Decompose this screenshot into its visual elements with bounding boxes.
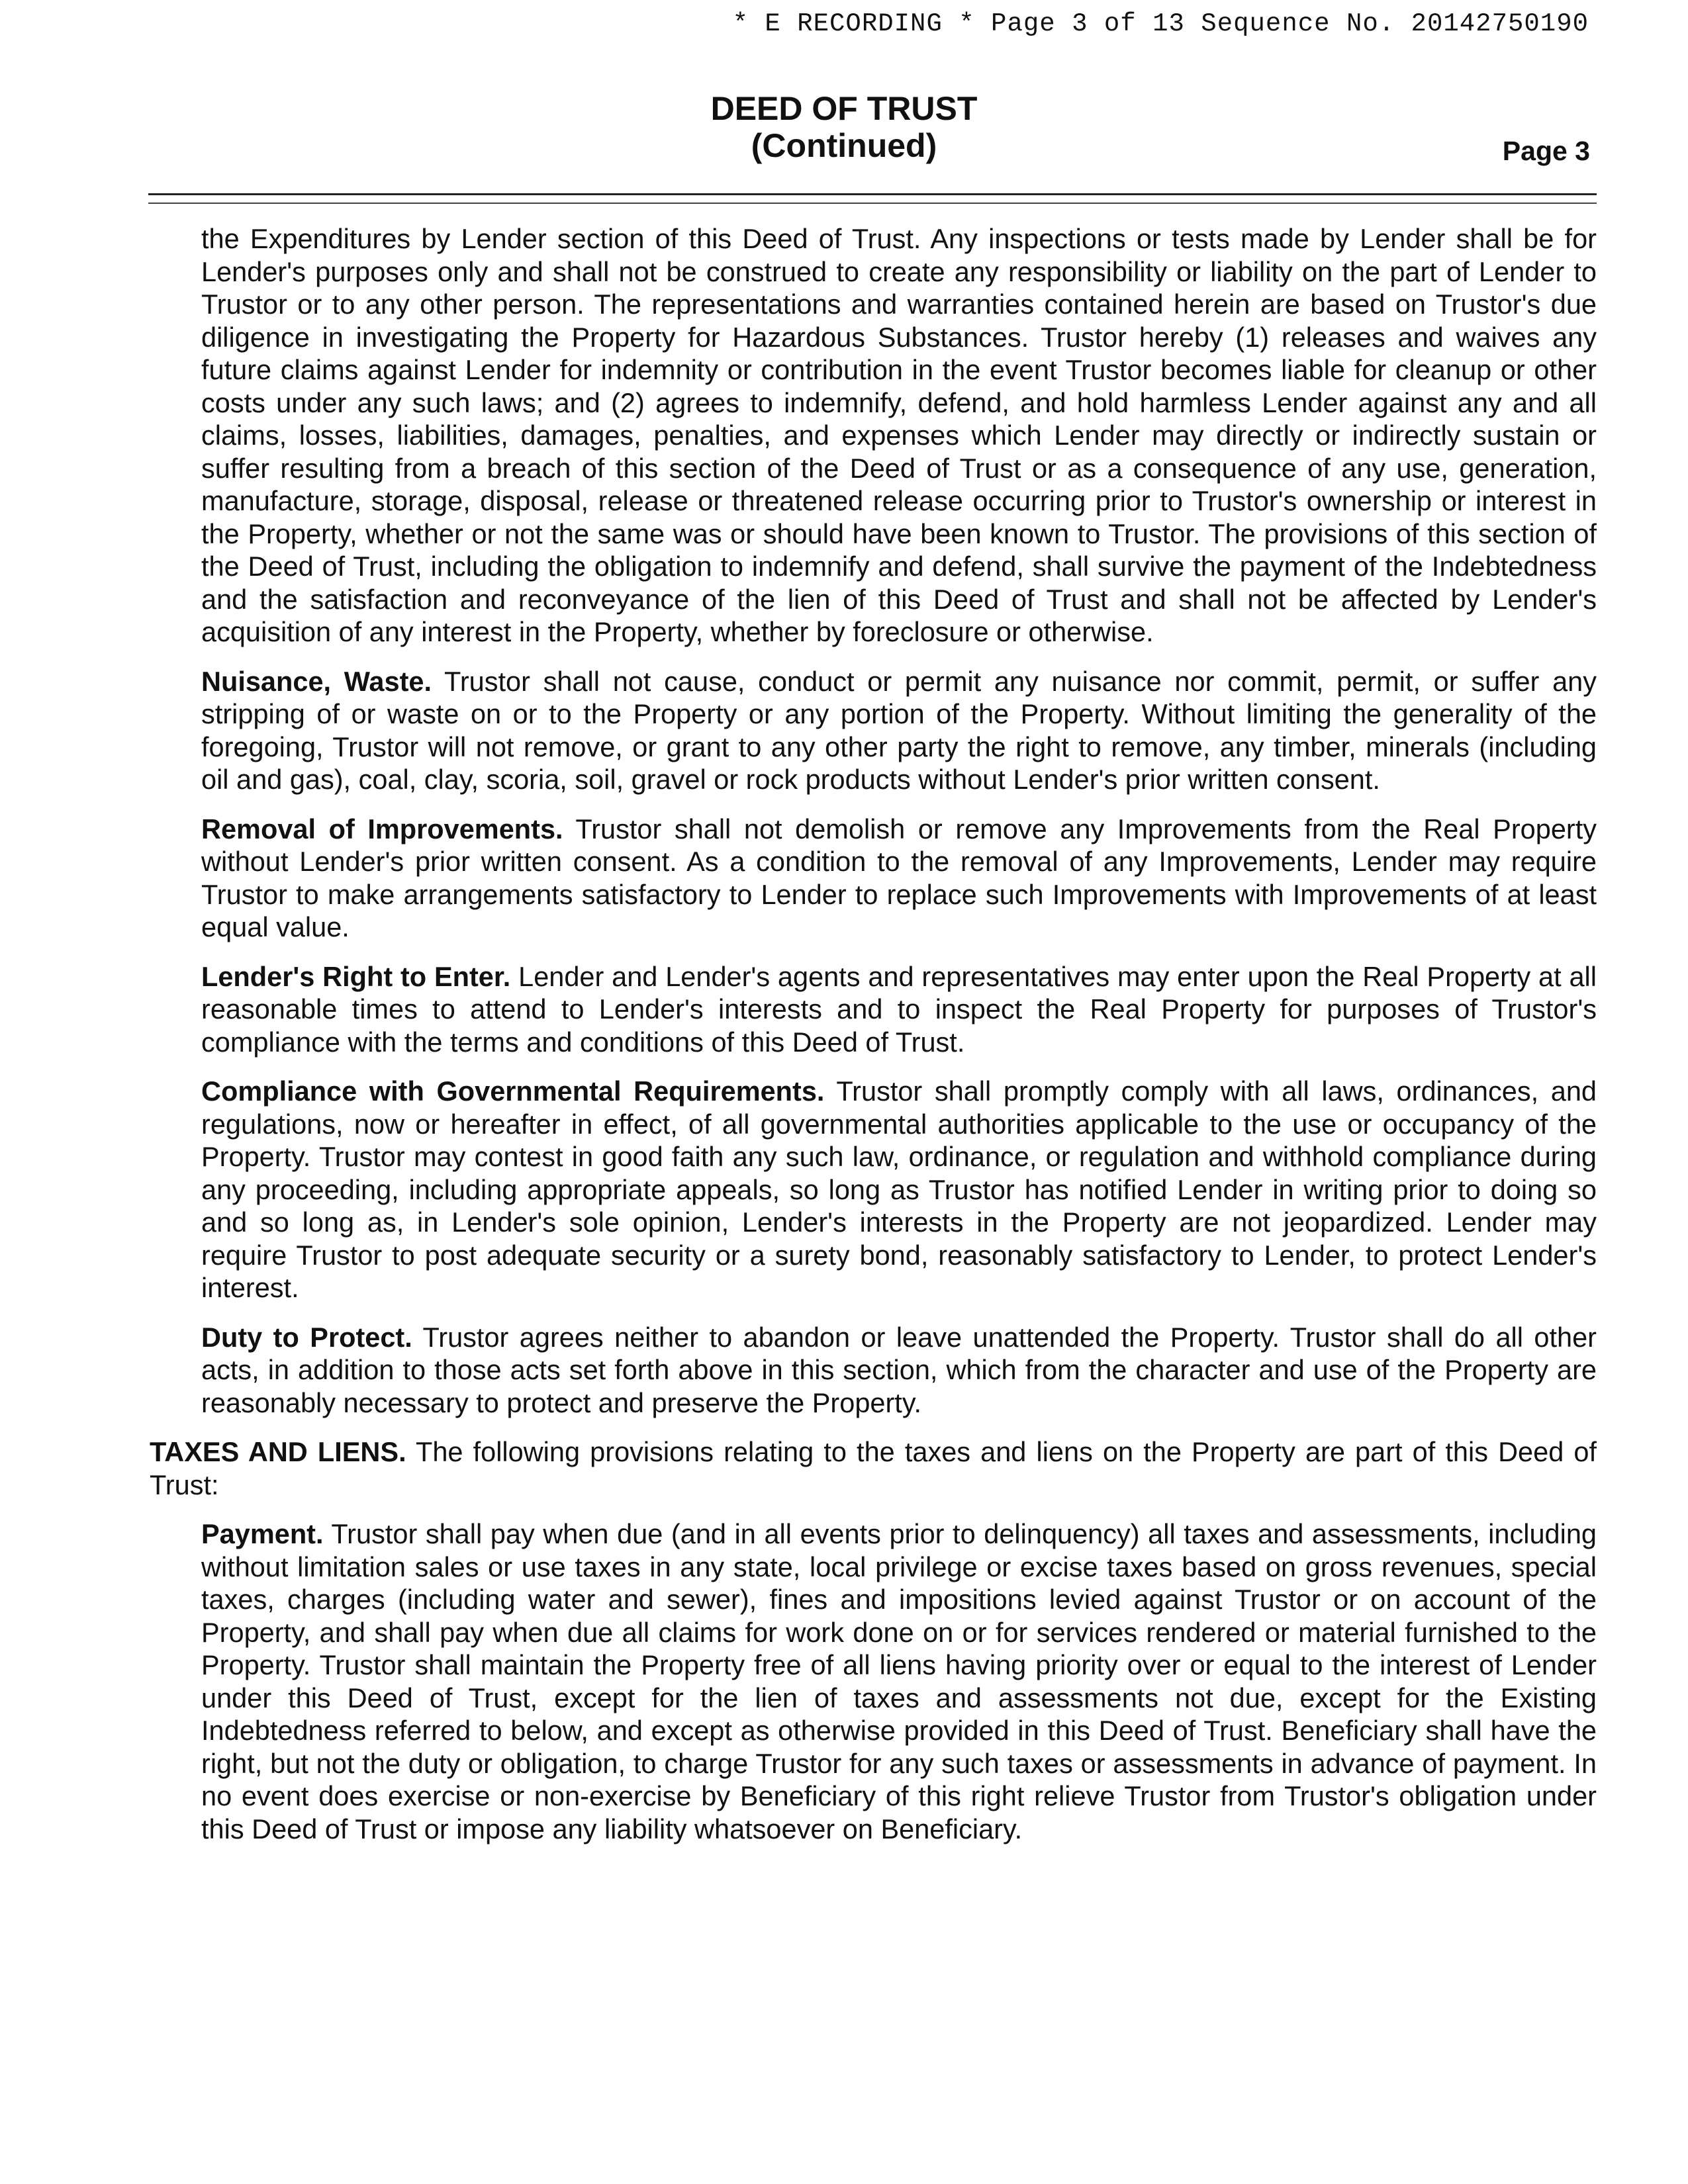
paragraph-removal-of-improvements — [201, 813, 1597, 944]
paragraph-heading: Payment. — [201, 1518, 324, 1549]
paragraph-compliance-governmental — [201, 1075, 1597, 1304]
recording-stamp: * E RECORDING * Page 3 of 13 Sequence No. 20142750190 — [732, 9, 1589, 38]
paragraph-lenders-right-to-enter — [201, 960, 1597, 1059]
paragraph-duty-to-protect — [201, 1321, 1597, 1420]
paragraph-heading: Removal of Improvements. — [201, 813, 563, 844]
title-line-continued: (Continued) — [751, 127, 937, 164]
paragraph-text: Trustor shall pay when due (and in all events prior to delinquency) all taxes and assessments, including without limitation sales or use taxes in any state, local privilege or excise taxes based on gross revenues, special taxes, charges (including water and sewer), fines and impositions levied against Trustor or on account of the Property, and shall pay when due all claims for work done on or for services rendered or material furnished to the Property. Trustor shall maintain the Property free of all liens having priority over or equal to the interest of Lender under this Deed of Trust, except for the lien of taxes and assessments not due, except for the Existing Indebtedness referred to below, and except as otherwise provided in this Deed of Trust. Beneficiary shall have the right, but not the duty or obligation, to charge Trustor for any such taxes or assessments in advance of payment. In no event does exercise or non-exercise by Beneficiary of this right relieve Trustor from Trustor's obligation under this Deed of Trust or impose any liability whatsoever on Beneficiary. — [201, 1518, 1597, 1844]
section-heading: TAXES AND LIENS. — [150, 1436, 406, 1467]
header-rule-bottom — [148, 203, 1597, 204]
paragraph-heading: Nuisance, Waste. — [201, 665, 432, 697]
paragraph-text: Trustor agrees neither to abandon or leave unattended the Property. Trustor shall do all other acts, in addition to those acts set forth above in this section, which from the character and use of the Property are reasonably necessary to protect and preserve the Property. — [201, 1321, 1597, 1418]
paragraph-heading: Lender's Right to Enter. — [201, 960, 511, 992]
paragraph-heading: Compliance with Governmental Requirements. — [201, 1075, 825, 1107]
paragraph-heading: Duty to Protect. — [201, 1321, 412, 1353]
paragraph-text: Trustor shall not demolish or remove any Improvements from the Real Property without Lender's prior written consent. As a condition to the removal of any Improvements, Lender may require Trustor to make arrangements satisfactory to Lender to replace such Improvements with Improvements of at least equal value. — [201, 813, 1597, 942]
document-title — [0, 90, 1688, 164]
paragraph-text: Lender and Lender's agents and representatives may enter upon the Real Property at all reasonable times to attend to Lender's interests and to inspect the Real Property for purposes of Trustor's compliance with the terms and conditions of this Deed of Trust. — [201, 960, 1597, 1058]
paragraph-nuisance-waste — [201, 665, 1597, 796]
document-body — [150, 222, 1597, 1862]
title-line-main: DEED OF TRUST — [710, 90, 978, 127]
paragraph-text: Trustor shall promptly comply with all laws, ordinances, and regulations, now or hereafter in effect, of all governmental authorities applicable to the use or occupancy of the Property. Trustor may contest in good faith any such law, ordinance, or regulation and withhold compliance during any proceeding, including appropriate appeals, so long as Trustor has notified Lender in writing prior to doing so and so long as, in Lender's sole opinion, Lender's interests in the Property are not jeopardized. Lender may require Trustor to post adequate security or a surety bond, reasonably satisfactory to Lender, to protect Lender's interest. — [201, 1075, 1597, 1303]
paragraph-text: The following provisions relating to the taxes and liens on the Property are part of this Deed of Trust: — [150, 1436, 1597, 1500]
paragraph-text: Trustor shall not cause, conduct or permit any nuisance nor commit, permit, or suffer any stripping of or waste on or to the Property or any portion of the Property. Without limiting the generality of the foregoing, Trustor will not remove, or grant to any other party the right to remove, any timber, minerals (including oil and gas), coal, clay, scoria, soil, gravel or rock products without Lender's prior written consent. — [201, 665, 1597, 795]
section-taxes-and-liens — [150, 1435, 1597, 1501]
page-number-label: Page 3 — [1502, 136, 1590, 166]
paragraph-payment — [201, 1518, 1597, 1845]
paragraph-hazardous-substances-continued — [201, 222, 1597, 649]
header-rule-top — [148, 193, 1597, 195]
paragraph-text: the Expenditures by Lender section of this Deed of Trust. Any inspections or tests made by Lender shall be for Lender's purposes only and shall not be construed to create any responsibility or liability on the part of Lender to Trustor or to any other person. The representations and warranties contained herein are based on Trustor's due diligence in investigating the Property for Hazardous Substances. Trustor hereby (1) releases and waives any future claims against Lender for indemnity or contribution in the event Trustor becomes liable for cleanup or other costs under any such laws; and (2) agrees to indemnify, defend, and hold harmless Lender against any and all claims, losses, liabilities, damages, penalties, and expenses which Lender may directly or indirectly sustain or suffer resulting from a breach of this section of the Deed of Trust or as a consequence of any use, generation, manufacture, storage, disposal, release or threatened release occurring prior to Trustor's ownership or interest in the Property, whether or not the same was or should have been known to Trustor. The provisions of this section of the Deed of Trust, including the obligation to indemnify and defend, shall survive the payment of the Indebtedness and the satisfaction and reconveyance of the lien of this Deed of Trust and shall not be affected by Lender's acquisition of any interest in the Property, whether by foreclosure or otherwise. — [201, 223, 1597, 647]
